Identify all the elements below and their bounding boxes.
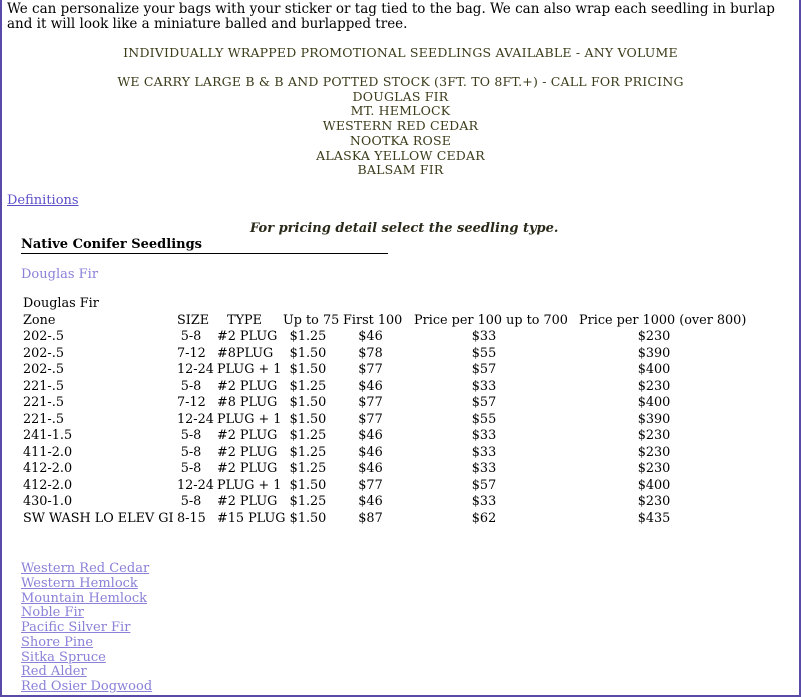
cell-size: 12-24 — [177, 411, 214, 427]
cell-type: #8 PLUG — [217, 395, 278, 410]
cell-price-per-1000: $400 — [637, 395, 671, 410]
cell-price-per-1000: $435 — [637, 510, 671, 526]
cell-price-per-1000: $230 — [637, 461, 671, 476]
cell-first-100: $46 — [358, 494, 383, 509]
cell-price-per-1000: $390 — [637, 345, 671, 361]
cell-price-per-100: $55 — [471, 411, 497, 427]
header-up-to-75: Up to 75 — [283, 312, 340, 328]
cell-up-to-75: $1.50 — [289, 411, 327, 427]
cell-zone: 412-2.0 — [23, 477, 73, 493]
cell-size: 5-8 — [180, 444, 202, 460]
cell-zone: 430-1.0 — [23, 494, 73, 509]
section-title: Native Conifer Seedlings — [21, 237, 388, 254]
cell-price-per-1000: $230 — [637, 378, 671, 394]
species-link[interactable]: Western Hemlock — [21, 575, 138, 591]
species-link[interactable]: Noble Fir — [21, 605, 84, 621]
cell-first-100: $46 — [358, 378, 383, 394]
cell-zone: 202-.5 — [23, 362, 64, 377]
header-first-100: First 100 — [343, 312, 403, 328]
cell-zone: 202-.5 — [23, 345, 64, 361]
cell-up-to-75: $1.25 — [289, 494, 327, 509]
cell-price-per-100: $33 — [471, 494, 497, 509]
header-price-per-1000: Price per 1000 (over 800) — [579, 312, 747, 328]
cell-size: 12-24 — [177, 362, 214, 377]
cell-size: 5-8 — [180, 329, 202, 344]
cell-type: #2 PLUG — [217, 329, 278, 344]
cell-zone: 202-.5 — [23, 329, 64, 344]
cell-up-to-75: $1.50 — [289, 477, 327, 493]
cell-type: #2 PLUG — [217, 461, 278, 476]
species-link[interactable]: Sitka Spruce — [21, 649, 106, 665]
cell-up-to-75: $1.50 — [289, 510, 327, 526]
cell-zone: 221-.5 — [23, 411, 64, 427]
cell-up-to-75: $1.25 — [289, 444, 327, 460]
species-link-list — [21, 562, 152, 695]
cell-price-per-100: $33 — [471, 461, 497, 476]
cell-zone: 221-.5 — [23, 395, 64, 410]
cell-price-per-100: $57 — [471, 362, 497, 377]
header-size: SIZE — [177, 312, 210, 328]
cell-size: 5-8 — [180, 494, 202, 509]
intro-paragraph: We can personalize your bags with your sticker or tag tied to the bag. We can also wrap each seedling in burlap and it will look like a miniature balled and burlapped tree. — [7, 1, 775, 32]
cell-size: 5-8 — [180, 428, 202, 443]
stock-item: WESTERN RED CEDAR — [322, 118, 479, 134]
cell-type: #2 PLUG — [217, 428, 278, 443]
cell-size: 7-12 — [177, 395, 206, 410]
large-stock-heading: WE CARRY LARGE B & B AND POTTED STOCK (3FT. TO 8FT.+) - CALL FOR PRICING — [117, 74, 684, 89]
species-link[interactable]: Western Red Cedar — [21, 561, 150, 576]
cell-up-to-75: $1.25 — [289, 378, 327, 394]
stock-item: MT. HEMLOCK — [350, 103, 451, 119]
cell-zone: 221-.5 — [23, 378, 64, 394]
douglas-fir-link[interactable]: Douglas Fir — [21, 267, 99, 282]
large-stock-block — [2, 75, 799, 178]
cell-zone: 412-2.0 — [23, 461, 73, 476]
cell-first-100: $77 — [358, 362, 383, 377]
stock-item: BALSAM FIR — [357, 162, 444, 178]
header-zone: Zone — [23, 312, 56, 328]
cell-up-to-75: $1.25 — [289, 329, 327, 344]
stock-item: NOOTKA ROSE — [349, 132, 452, 148]
cell-first-100: $77 — [358, 395, 383, 410]
cell-price-per-100: $55 — [471, 345, 497, 361]
cell-price-per-100: $33 — [471, 444, 497, 460]
cell-price-per-1000: $230 — [637, 494, 671, 509]
cell-type: PLUG + 1 — [217, 411, 282, 427]
cell-size: 8-15 — [177, 510, 206, 526]
cell-up-to-75: $1.50 — [289, 395, 327, 410]
cell-up-to-75: $1.50 — [289, 362, 327, 377]
cell-up-to-75: $1.50 — [289, 345, 327, 361]
cell-first-100: $77 — [358, 477, 383, 493]
cell-first-100: $46 — [358, 329, 383, 344]
species-link[interactable]: Mountain Hemlock — [21, 590, 148, 606]
cell-price-per-1000: $390 — [637, 411, 671, 427]
cell-price-per-100: $62 — [471, 510, 497, 526]
cell-price-per-100: $33 — [471, 428, 497, 443]
cell-size: 7-12 — [177, 345, 206, 361]
cell-type: #15 PLUG — [217, 510, 286, 526]
cell-size: 12-24 — [177, 477, 214, 493]
promo-notice: INDIVIDUALLY WRAPPED PROMOTIONAL SEEDLINGS AVAILABLE - ANY VOLUME — [123, 45, 678, 60]
cell-up-to-75: $1.25 — [289, 461, 327, 476]
species-link[interactable]: Pacific Silver Fir — [21, 620, 131, 635]
species-link[interactable]: Shore Pine — [21, 634, 94, 650]
stock-item: ALASKA YELLOW CEDAR — [316, 147, 485, 163]
stock-item: DOUGLAS FIR — [352, 88, 449, 104]
cell-type: #2 PLUG — [217, 494, 278, 509]
cell-zone: 241-1.5 — [23, 428, 73, 443]
cell-first-100: $78 — [358, 345, 383, 361]
cell-zone: 411-2.0 — [23, 444, 73, 460]
cell-type: PLUG + 1 — [217, 362, 282, 377]
cell-first-100: $87 — [358, 510, 383, 526]
header-type: TYPE — [227, 312, 262, 328]
definitions-link[interactable]: Definitions — [7, 193, 79, 208]
cell-price-per-1000: $400 — [637, 477, 671, 493]
cell-first-100: $46 — [358, 428, 383, 443]
cell-zone: SW WASH LO ELEV GI — [23, 510, 174, 526]
cell-type: #2 PLUG — [217, 378, 278, 394]
species-link[interactable]: Red Osier Dogwood — [21, 679, 153, 694]
cell-price-per-100: $33 — [471, 329, 497, 344]
cell-first-100: $46 — [358, 444, 383, 460]
cell-price-per-1000: $230 — [637, 444, 671, 460]
cell-first-100: $46 — [358, 461, 383, 476]
pricing-note: For pricing detail select the seedling type. — [250, 221, 559, 236]
cell-type: #2 PLUG — [217, 444, 278, 460]
cell-price-per-1000: $400 — [637, 362, 671, 377]
cell-first-100: $77 — [358, 411, 383, 427]
cell-price-per-100: $57 — [471, 477, 497, 493]
cell-type: #8PLUG — [217, 345, 274, 361]
cell-price-per-1000: $230 — [637, 329, 671, 344]
cell-price-per-100: $33 — [471, 378, 497, 394]
cell-size: 5-8 — [180, 461, 202, 476]
header-price-per-100: Price per 100 up to 700 — [414, 312, 568, 328]
cell-price-per-100: $57 — [471, 395, 497, 410]
cell-size: 5-8 — [180, 378, 202, 394]
cell-price-per-1000: $230 — [637, 428, 671, 443]
table-caption-text: Douglas Fir — [23, 296, 99, 311]
species-link[interactable]: Red Alder — [21, 664, 87, 680]
cell-type: PLUG + 1 — [217, 477, 282, 493]
cell-up-to-75: $1.25 — [289, 428, 327, 443]
